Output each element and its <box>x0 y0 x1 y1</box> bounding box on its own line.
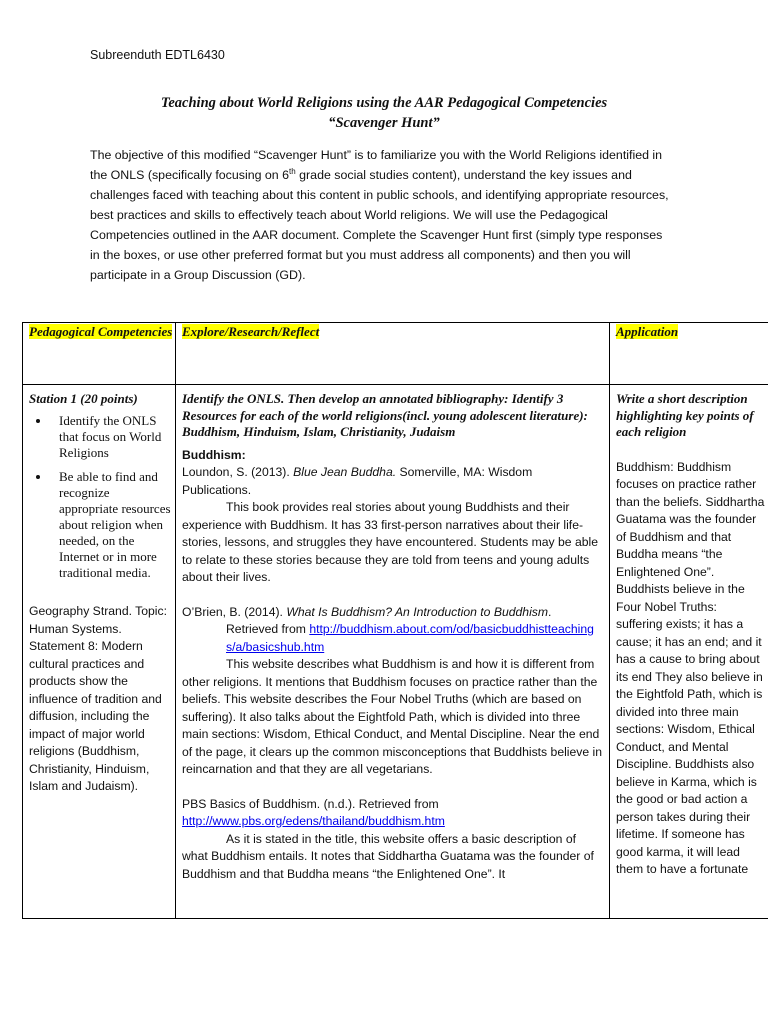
intro-part-1: The objective of this modified “Scavenger Hunt” is to familiarize you with the World Religions identified in the ONLS (specifically focusing on 6 <box>90 148 663 182</box>
geography-strand: Geography Strand. Topic: Human Systems. Statement 8: Modern cultural practices and products show the influence of tradition and diffusion, including the impact of major world religions (Buddhism, Christianity, Hinduism, Islam and Judaism). <box>29 604 167 793</box>
objective-item: • Identify the ONLS that focus on World Religions <box>51 413 171 461</box>
title-line-2: “Scavenger Hunt” <box>328 115 440 131</box>
citation-3-text: PBS Basics of Buddhism. (n.d.). Retrieved from <box>182 796 439 811</box>
header-author: Subreenduth EDTL6430 <box>90 48 225 62</box>
citation-1 <box>182 464 603 499</box>
citation-2-retrieved: Retrieved from <box>226 622 310 636</box>
citation-1-title: Blue Jean Buddha. <box>293 465 397 479</box>
citation-2-retrieval <box>182 621 603 656</box>
citation-1-authors: Loundon, S. (2013). <box>182 465 294 479</box>
annotation-1: This book provides real stories about young Buddhists and their experience with Buddhism. It has 33 first-person narratives about their life-stories, lessons, and struggles they have encountered. Students may be able to relate to these stories because they are told from teens and young adults about their lives. <box>182 500 598 584</box>
religion-subhead: Buddhism: <box>182 447 246 462</box>
citation-1-publisher: Somerville, MA: Wisdom Publications. <box>182 465 533 497</box>
explore-cell <box>176 385 610 919</box>
objective-item: • Be able to find and recognize appropriate resources about religion when needed, on the Internet or in more traditional media. <box>51 469 171 581</box>
intro-paragraph <box>90 145 675 285</box>
header-cell-application <box>610 323 768 385</box>
citation-2 <box>182 604 603 622</box>
header-label-application: Application <box>616 324 679 339</box>
title-line-1: Teaching about World Religions using the AAR Pedagogical Competencies <box>160 95 608 111</box>
citation-2-title: What Is Buddhism? An Introduction to Buddhism <box>286 604 549 619</box>
annotation-2: This website describes what Buddhism is and how it is different from other religions. It mentions that Buddhism focuses on practice rather than the beliefs. This website describes the Four Nobel Truths (which are based on suffering). It also talks about the Eightfold Path, which is divided into three main sections: Wisdom, Ethical Conduct, and Mental Discipline. Near the end of the page, it clears up the common misconceptions that Buddhists believe in reincarnation and that they are all vegetarians. <box>182 657 603 776</box>
header-cell-competencies <box>23 323 176 385</box>
scavenger-hunt-table <box>22 322 768 919</box>
intro-superscript: th <box>289 166 296 176</box>
citation-2-link[interactable]: http://buddhism.about.com/od/basicbuddhistteachings/a/basicshub.htm <box>226 622 594 654</box>
citation-3-link[interactable]: http://www.pbs.org/edens/thailand/buddhism.htm <box>182 814 445 828</box>
application-cell <box>610 385 768 919</box>
header-cell-explore <box>176 323 610 385</box>
application-text: Buddhism: Buddhism focuses on practice rather than the beliefs. Siddhartha Guatama was the founder of Buddhism and that Buddha means “the Enlightened One”. Buddhists believe in the Four Nobel Truths: suffering exists; it has a cause; it has an end; and it has a cause to bring about its end They also believe in the Eightfold Path, which is divided into three main sections: Wisdom, Ethical Conduct, and Mental Discipline. Buddhists also believe in Karma, which is the good or bad action a person takes during their lifetime. If someone has good karma, it will lead them to have a fortunate <box>616 459 765 876</box>
header-label-explore: Explore/Research/Reflect <box>182 324 320 339</box>
station-cell <box>23 385 176 919</box>
citation-2-end: . <box>548 604 552 619</box>
annotation-3: As it is stated in the title, this website offers a basic description of what Buddhism entails. It notes that Siddhartha Guatama was the founder of Buddhism and that Buddha means “the Enlightened One”. It <box>182 831 594 881</box>
explore-prompt: Identify the ONLS. Then develop an annotated bibliography: Identify 3 Resources for each of the world religions(incl. young adolescent literature): Buddhism, Hinduism, Islam, Christianity, Judaism <box>182 391 588 439</box>
station-title: Station 1 (20 points) <box>29 391 138 406</box>
header-label-competencies: Pedagogical Competencies <box>29 324 173 339</box>
citation-2-authors: O’Brien, B. (2014). <box>182 604 287 619</box>
table-row-station-1 <box>23 385 768 919</box>
application-prompt: Write a short description highlighting key points of each religion <box>616 391 754 439</box>
intro-part-2: grade social studies content), understand the key issues and challenges faced with teaching about this content in public schools, and identifying appropriate resources, best practices and skills to effectively teach about World religions. We will use the Pedagogical Competencies outlined in the AAR document. Complete the Scavenger Hunt first (simply type responses in the boxes, or use other preferred format but you must address all components) and then you will participate in a Group Discussion (GD). <box>90 168 669 282</box>
document-title <box>0 93 768 133</box>
table-header-row <box>23 323 768 385</box>
citation-3 <box>182 796 603 831</box>
objectives-list <box>29 413 171 581</box>
